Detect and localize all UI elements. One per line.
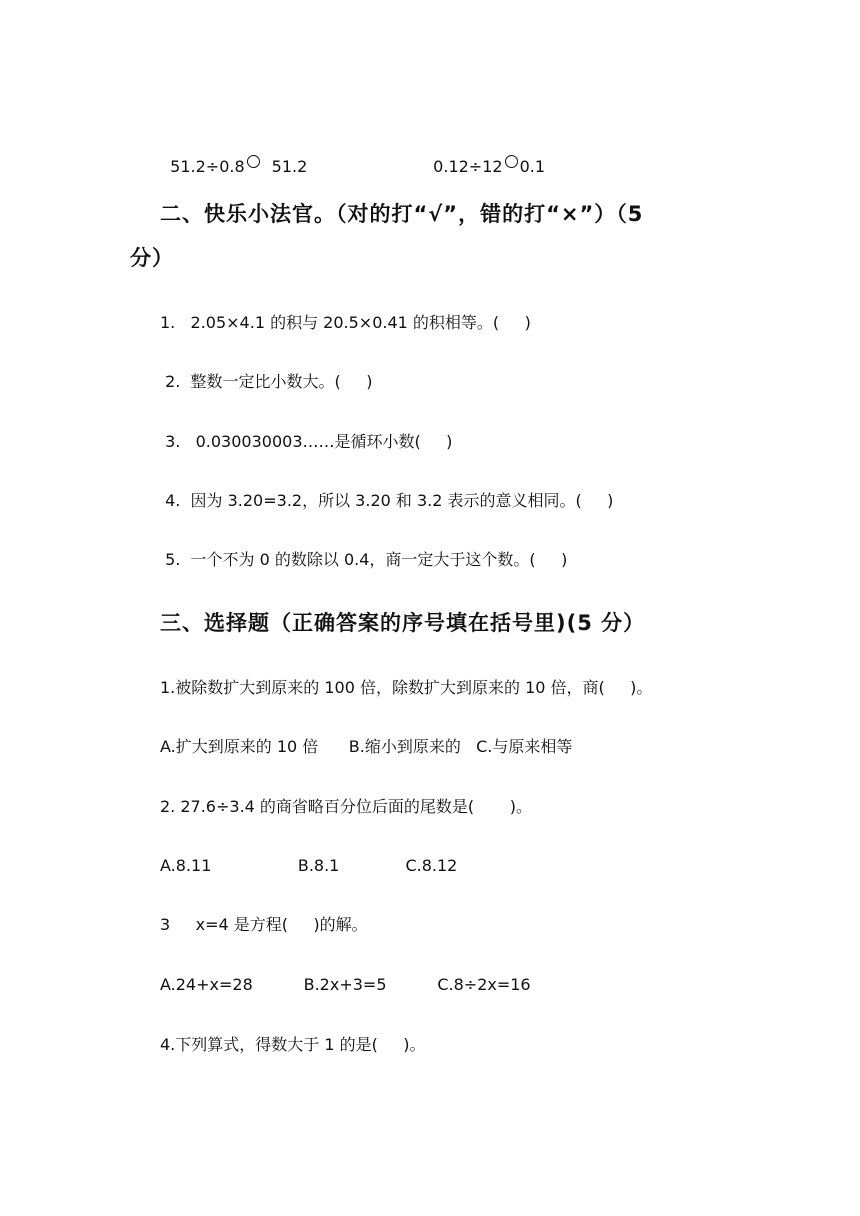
question-line: 4.下列算式，得数大于 1 的是( )。	[160, 1035, 426, 1054]
judge-item: 1. 2.05×4.1 的积与 20.5×0.41 的积相等。( )	[160, 313, 531, 332]
compare-right-value: 0.1	[519, 157, 546, 176]
judge-item: 5. 一个不为 0 的数除以 0.4，商一定大于这个数。( )	[160, 550, 568, 569]
blank-circle-icon[interactable]	[505, 155, 518, 168]
compare-right-expression: 0.12÷12	[433, 157, 503, 176]
comparison-line	[160, 133, 307, 178]
question-line: 2. 27.6÷3.4 的商省略百分位后面的尾数是( )。	[160, 797, 533, 816]
compare-left-value: 51.2	[271, 157, 308, 176]
compare-left-expression: 51.2÷0.8	[170, 157, 245, 176]
question-line: 3 x=4 是方程( )的解。	[160, 915, 368, 934]
section2-title: 二、快乐小法官。（对的打“√”，错的打“×”）（5	[160, 202, 644, 226]
judge-item: 4. 因为 3.20=3.2，所以 3.20 和 3.2 表示的意义相同。( )	[160, 491, 614, 510]
judge-item: 3. 0.030030003……是循环小数( )	[160, 432, 453, 451]
section3-title: 三、选择题（正确答案的序号填在括号里)(5 分）	[160, 611, 646, 635]
options-line: A.24+x=28 B.2x+3=5 C.8÷2x=16	[160, 975, 531, 994]
options-line: A.扩大到原来的 10 倍 B.缩小到原来的 C.与原来相等	[160, 737, 573, 756]
question-line: 1.被除数扩大到原来的 100 倍，除数扩大到原来的 10 倍，商( )。	[160, 678, 653, 697]
blank-circle-icon[interactable]	[247, 155, 260, 168]
section2-title-cont: 分）	[130, 246, 174, 270]
judge-item: 2. 整数一定比小数大。( )	[160, 372, 373, 391]
options-line: A.8.11 B.8.1 C.8.12	[160, 856, 458, 875]
comparison-line-right	[423, 133, 545, 178]
